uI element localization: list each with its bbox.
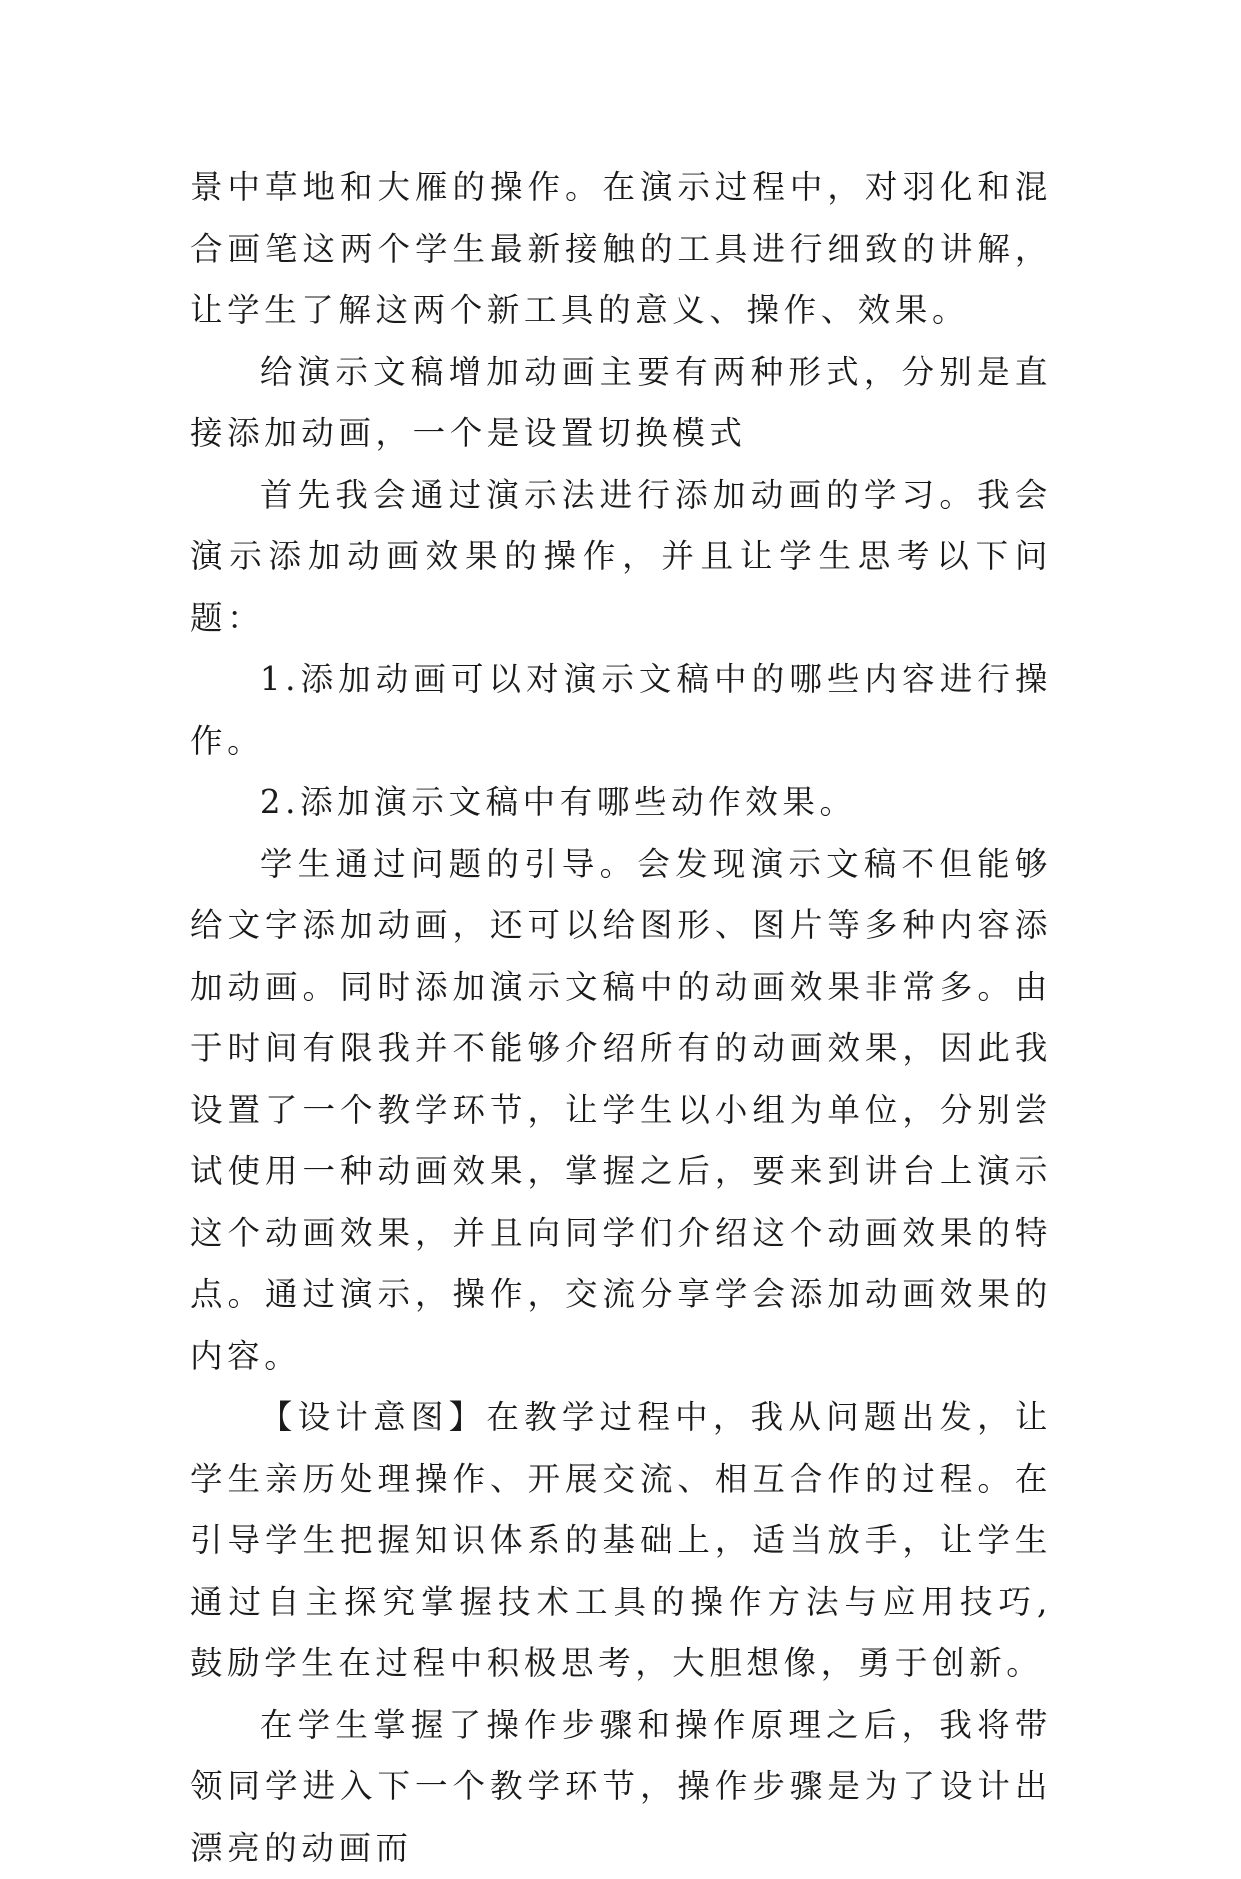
question-item-1: 1.添加动画可以对演示文稿中的哪些内容进行操作。 — [190, 649, 1052, 772]
paragraph-demonstration-method: 首先我会通过演示法进行添加动画的学习。我会演示添加动画效果的操作，并且让学生思考以下问题： — [190, 465, 1052, 650]
paragraph-continuation: 景中草地和大雁的操作。在演示过程中，对羽化和混合画笔这两个学生最新接触的工具进行细致的讲解，让学生了解这两个新工具的意义、操作、效果。 — [190, 157, 1052, 342]
document-body — [190, 157, 1052, 1879]
question-item-2: 2.添加演示文稿中有哪些动作效果。 — [190, 772, 1052, 834]
paragraph-student-discovery: 学生通过问题的引导。会发现演示文稿不但能够给文字添加动画，还可以给图形、图片等多种内容添加动画。同时添加演示文稿中的动画效果非常多。由于时间有限我并不能够介绍所有的动画效果，因此我设置了一个教学环节，让学生以小组为单位，分别尝试使用一种动画效果，掌握之后，要来到讲台上演示这个动画效果，并且向同学们介绍这个动画效果的特点。通过演示，操作，交流分享学会添加动画效果的内容。 — [190, 834, 1052, 1388]
paragraph-animation-forms: 给演示文稿增加动画主要有两种形式，分别是直接添加动画，一个是设置切换模式 — [190, 342, 1052, 465]
paragraph-next-stage: 在学生掌握了操作步骤和操作原理之后，我将带领同学进入下一个教学环节，操作步骤是为了设计出漂亮的动画而 — [190, 1695, 1052, 1879]
paragraph-design-intent: 【设计意图】在教学过程中，我从问题出发，让学生亲历处理操作、开展交流、相互合作的过程。在引导学生把握知识体系的基础上，适当放手，让学生通过自主探究掌握技术工具的操作方法与应用技巧,鼓励学生在过程中积极思考，大胆想像，勇于创新。 — [190, 1387, 1052, 1695]
